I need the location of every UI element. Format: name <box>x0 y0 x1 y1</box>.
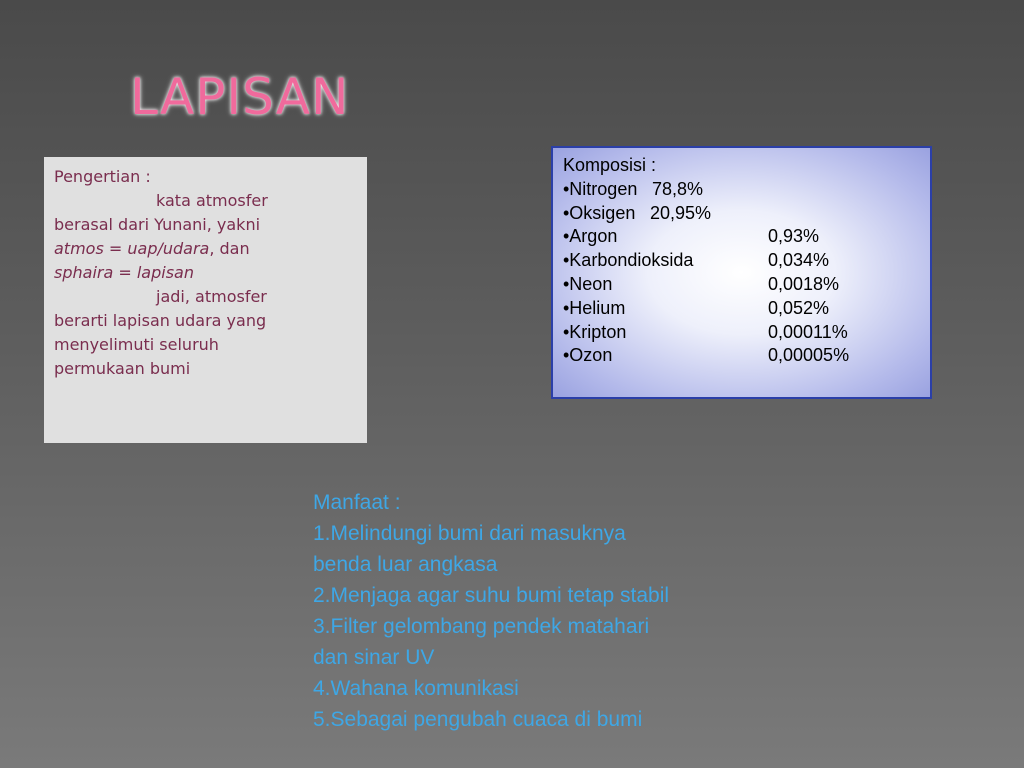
composition-box <box>551 146 932 399</box>
definition-line: jadi, atmosfer <box>156 287 267 306</box>
benefit-line: 2.Menjaga agar suhu bumi tetap stabil <box>313 584 670 607</box>
definition-text: , dan <box>209 239 250 258</box>
gas-name: •Ozon <box>563 345 613 366</box>
gas-name: •Argon <box>563 226 618 247</box>
gas-name: •Kripton <box>563 321 627 342</box>
definition-italic-term: sphaira = lapisan <box>54 263 194 282</box>
benefit-line: 3.Filter gelombang pendek matahari <box>313 615 650 638</box>
gas-percentage: 0,052% <box>768 297 830 318</box>
composition-item <box>563 178 930 202</box>
benefit-line: 5.Sebagai pengubah cuaca di bumi <box>313 708 643 731</box>
gas-name: •Helium <box>563 297 626 318</box>
benefit-line: 4.Wahana komunikasi <box>313 677 519 700</box>
definition-line: berasal dari Yunani, yakni <box>54 215 261 234</box>
definition-line: menyelimuti seluruh <box>54 335 219 354</box>
gas-name: •Karbondioksida <box>563 250 694 271</box>
composition-heading: Komposisi : <box>563 155 657 175</box>
composition-item <box>563 249 930 273</box>
definition-box <box>44 157 367 443</box>
definition-line: berarti lapisan udara yang <box>54 311 267 330</box>
slide-title: LAPISAN <box>130 68 350 126</box>
gas-percentage: 0,93% <box>768 226 820 247</box>
benefits-list <box>313 487 669 735</box>
gas-name: •Oksigen <box>563 202 636 223</box>
definition-line <box>54 237 355 261</box>
gas-percentage: 78,8% <box>652 178 704 199</box>
gas-percentage: 0,034% <box>768 250 830 271</box>
composition-item <box>563 202 930 226</box>
gas-percentage: 20,95% <box>650 202 712 223</box>
composition-item <box>563 297 930 321</box>
gas-percentage: 0,00011% <box>768 321 848 342</box>
benefit-line: dan sinar UV <box>313 646 435 669</box>
composition-item <box>563 225 930 249</box>
benefits-heading: Manfaat : <box>313 491 401 514</box>
composition-item <box>563 273 930 297</box>
gas-name: •Nitrogen <box>563 178 638 199</box>
definition-line: kata atmosfer <box>156 191 268 210</box>
benefit-line: 1.Melindungi bumi dari masuknya <box>313 522 626 545</box>
gas-name: •Neon <box>563 273 613 294</box>
definition-line <box>54 261 355 285</box>
definition-line: permukaan bumi <box>54 359 191 378</box>
composition-item <box>563 344 930 368</box>
gas-percentage: 0,00005% <box>768 345 850 366</box>
definition-heading: Pengertian : <box>54 167 151 186</box>
gas-percentage: 0,0018% <box>768 273 840 294</box>
definition-italic-term: atmos = uap/udara <box>54 239 210 258</box>
benefit-line: benda luar angkasa <box>313 553 498 576</box>
composition-item <box>563 321 930 345</box>
